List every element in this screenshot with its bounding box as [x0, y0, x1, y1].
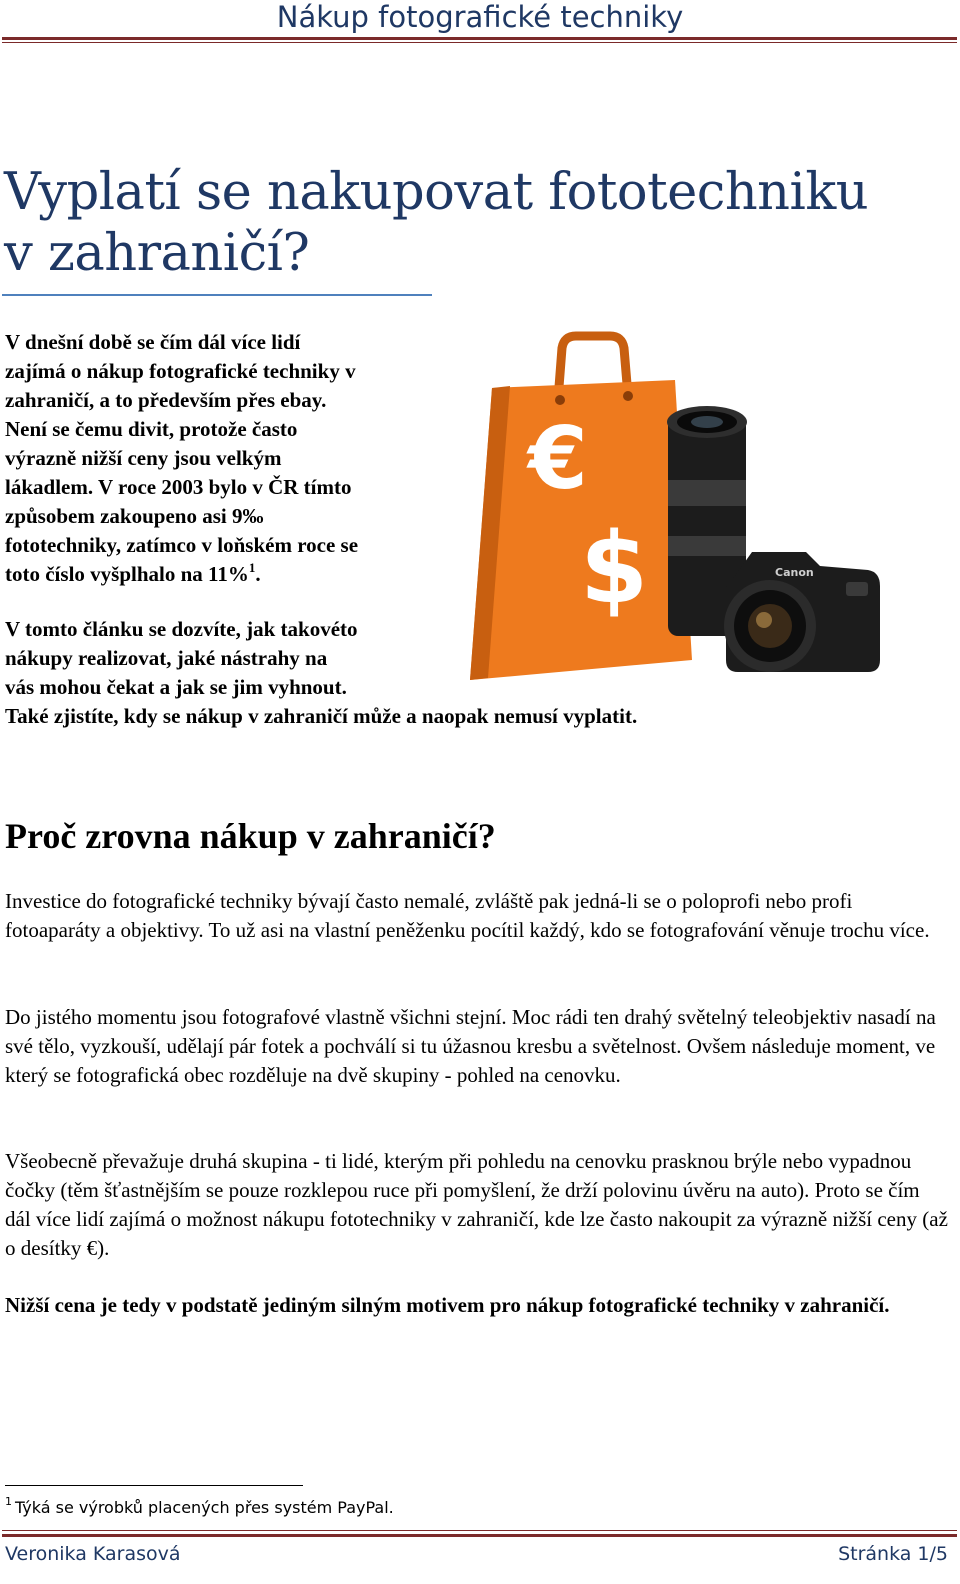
intro-line: zajímá o nákup fotografické techniky v	[5, 359, 356, 383]
body-paragraph: Všeobecně převažuje druhá skupina - ti lidé, kterým při pohledu na cenovku prasknou brýle nebo vypadnou čočky (těm šťastnějším se pouze rozklepou ruce při pomyšlení, že drží polovinu úvěru na auto). Proto se čím dál více lidí zajímá o možnost nákupu fototechniky v zahraničí, kde lze často nakoupit za výrazně nižší ceny (až o desítky €).	[5, 1149, 948, 1260]
euro-symbol: €	[528, 409, 588, 509]
body-paragraph: Investice do fotografické techniky bývají často nemalé, zvláště pak jedná-li se o poloprofi nebo profi fotoaparáty a objektivy. To už asi na vlastní peněženku pocítil každý, kdo se fotografování věnuje trochu více.	[5, 889, 930, 942]
dollar-symbol: $	[580, 512, 649, 626]
camera	[724, 552, 880, 672]
intro-line: vás mohou čekat a jak se jim vyhnout.	[5, 675, 347, 699]
footnote-separator	[5, 1485, 303, 1486]
footer-author: Veronika Karasová	[5, 1543, 181, 1565]
intro-line: V tomto článku se dozvíte, jak takovéto	[5, 617, 358, 641]
header-rule-thin	[2, 42, 957, 43]
footnote-number: 1	[5, 1495, 12, 1508]
intro-line: výrazně nižší ceny jsou velkým	[5, 446, 282, 470]
body-paragraph: Do jistého momentu jsou fotografové vlastně všichni stejní. Moc rádi ten drahý světelný teleobjektiv nasadí na své tělo, vyzkouší, udělají pár fotek a pochválí si tu úžasnou kresbu a světelnost. Ovšem následuje moment, ve který se fotografická obec rozděluje na dvě skupiny - pohled na cenovku.	[5, 1005, 936, 1087]
shopping-bag-camera-illustration	[470, 330, 890, 690]
title-underline	[2, 294, 432, 296]
intro-line: fototechniky, zatímco v loňském roce se	[5, 533, 359, 557]
article-title: Vyplatí se nakupovat fototechniku v zahraničí?	[4, 163, 869, 283]
section-heading: Proč zrovna nákup v zahraničí?	[5, 816, 496, 856]
bag-handle-hole	[623, 391, 633, 401]
intro-line: Není se čemu divit, protože často	[5, 417, 298, 441]
intro-paragraph	[5, 328, 358, 589]
intro-line: způsobem zakoupeno asi 9‰	[5, 504, 264, 528]
intro-line: nákupy realizovat, jaké nástrahy na	[5, 646, 328, 670]
footer-rule-thick	[2, 1534, 957, 1537]
intro-line: zahraničí, a to především přes ebay.	[5, 388, 327, 412]
intro-line-period: .	[255, 562, 261, 586]
intro-line-text: toto číslo vyšplhalo na 11%	[5, 562, 249, 586]
header-rule-thick	[2, 37, 957, 40]
footnote	[5, 1495, 394, 1521]
running-header: Nákup fotografické techniky	[276, 0, 684, 34]
intro-line: lákadlem. V roce 2003 bylo v ČR tímto	[5, 475, 352, 499]
intro-line	[5, 560, 358, 589]
bag-handle-hole	[555, 395, 565, 405]
conclusion-paragraph: Nižší cena je tedy v podstatě jediným silným motivem pro nákup fotografické techniky v zahraničí.	[5, 1293, 890, 1317]
footer-rule-thin	[2, 1530, 957, 1531]
intro-line: Také zjistíte, kdy se nákup v zahraničí může a naopak nemusí vyplatit.	[5, 704, 638, 728]
intro-line: V dnešní době se čím dál více lidí	[5, 330, 301, 354]
footnote-text: Týká se výrobků placených přes systém PayPal.	[15, 1498, 394, 1517]
footnote-reference[interactable]: 1	[248, 560, 256, 575]
camera-brand-label: Canon	[775, 566, 814, 579]
footer-page-number: Stránka 1/5	[838, 1543, 948, 1565]
